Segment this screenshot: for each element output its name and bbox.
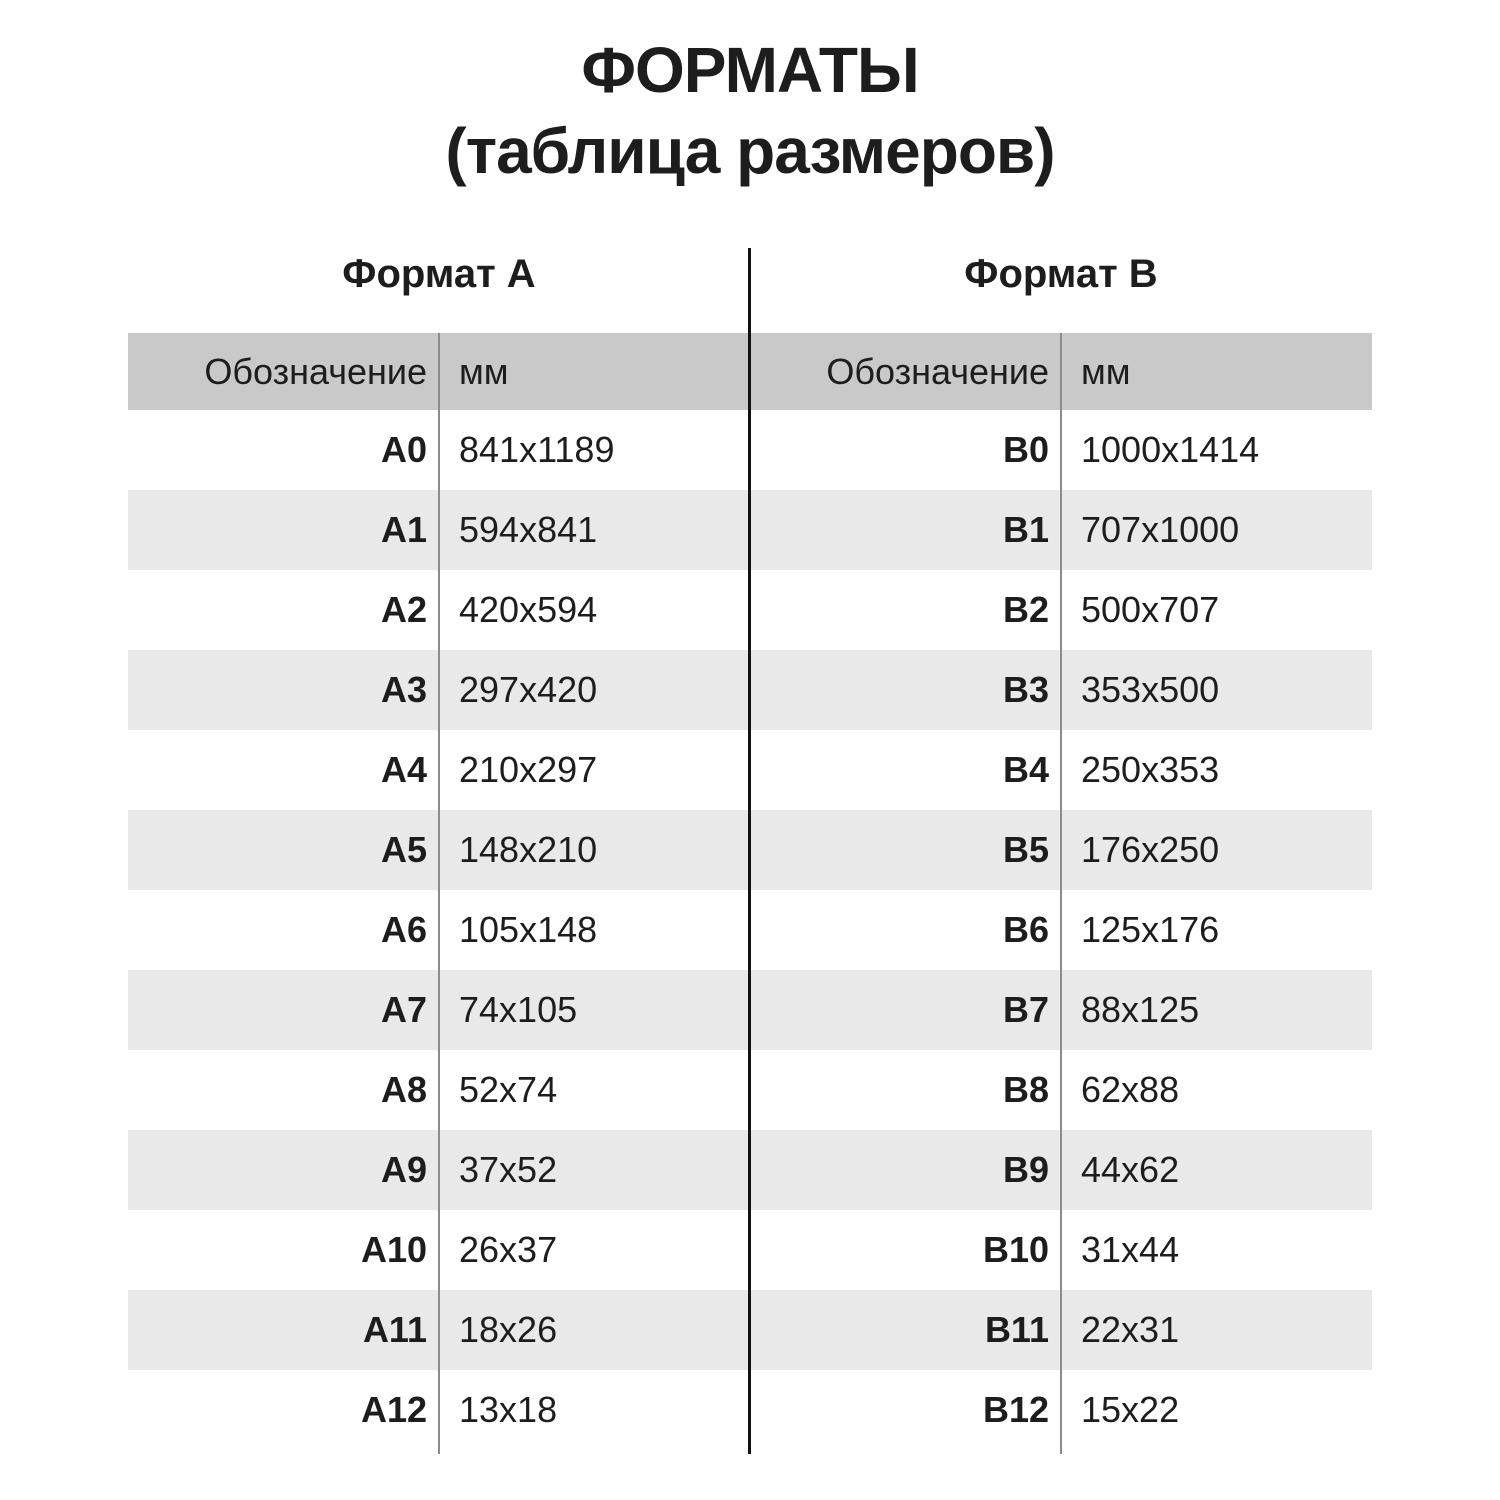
format-a-designation: A4: [380, 749, 427, 790]
format-b-size-mm: 125x176: [1081, 909, 1220, 950]
format-b-designation: B7: [1002, 989, 1049, 1030]
format-a-size-mm: 594x841: [459, 509, 598, 550]
format-b-size-mm: 31x44: [1081, 1229, 1180, 1270]
format-a-designation: A5: [380, 829, 427, 870]
format-b-designation: B0: [1002, 429, 1049, 470]
format-b-column-divider: [1060, 333, 1062, 1454]
format-b-size-mm: 62x88: [1081, 1069, 1180, 1110]
format-a-size-mm: 148x210: [459, 829, 598, 870]
format-b-designation: B8: [1002, 1069, 1049, 1110]
title-line-2: (таблица размеров): [445, 115, 1055, 187]
format-a-size-mm: 105x148: [459, 909, 598, 950]
format-a-designation: A2: [380, 589, 427, 630]
format-b-designation-header: Обозначение: [826, 350, 1049, 392]
format-b-designation: B5: [1002, 829, 1049, 870]
format-b-designation: B11: [984, 1309, 1049, 1350]
format-a-designation: A9: [380, 1149, 427, 1190]
format-b-designation: B4: [1002, 749, 1049, 790]
format-a-size-mm: 74x105: [459, 989, 578, 1030]
format-b-size-mm: 22x31: [1081, 1309, 1180, 1350]
format-b-size-mm: 250x353: [1081, 749, 1220, 790]
format-a-designation: A7: [380, 989, 427, 1030]
format-a-size-mm: 420x594: [459, 589, 598, 630]
format-b-designation: B12: [982, 1389, 1049, 1430]
format-a-size-mm: 210x297: [459, 749, 598, 790]
format-a-column-divider: [438, 333, 440, 1454]
format-a-size-mm: 13x18: [459, 1389, 558, 1430]
title-line-1: ФОРМАТЫ: [581, 34, 919, 106]
format-b-size-mm: 44x62: [1081, 1149, 1180, 1190]
format-b-size-mm: 353x500: [1081, 669, 1220, 710]
format-a-size-mm: 297x420: [459, 669, 598, 710]
format-a-size-mm: 52x74: [459, 1069, 558, 1110]
format-a-designation-header: Обозначение: [204, 350, 427, 392]
format-a-designation: A11: [362, 1309, 427, 1350]
format-a-size-mm: 26x37: [459, 1229, 558, 1270]
format-b-designation: B6: [1002, 909, 1049, 950]
format-b-unit-header: мм: [1081, 350, 1131, 392]
format-b-size-mm: 88x125: [1081, 989, 1200, 1030]
format-a-designation: A0: [380, 429, 427, 470]
format-a-size-mm: 841x1189: [459, 429, 615, 470]
format-a-designation: A3: [380, 669, 427, 710]
format-b-heading: Формат B: [964, 252, 1158, 296]
center-divider-line: [748, 248, 751, 1454]
page-title: [0, 30, 1500, 192]
format-b-designation: B3: [1002, 669, 1049, 710]
format-a-heading: Формат А: [342, 252, 536, 296]
format-b-size-mm: 707x1000: [1081, 509, 1240, 550]
format-b-size-mm: 176x250: [1081, 829, 1220, 870]
format-b-designation: B2: [1002, 589, 1049, 630]
format-b-designation: B1: [1002, 509, 1049, 550]
format-a-size-mm: 18x26: [459, 1309, 558, 1350]
format-b-designation: B9: [1002, 1149, 1049, 1190]
format-b-size-mm: 500x707: [1081, 589, 1220, 630]
format-a-unit-header: мм: [459, 350, 509, 392]
format-a-designation: A6: [380, 909, 427, 950]
format-a-designation: A12: [360, 1389, 427, 1430]
format-b-size-mm: 1000x1414: [1081, 429, 1260, 470]
format-a-designation: A10: [360, 1229, 427, 1270]
format-b-designation: B10: [982, 1229, 1049, 1270]
format-a-designation: A8: [380, 1069, 427, 1110]
format-a-designation: A1: [380, 509, 427, 550]
format-a-size-mm: 37x52: [459, 1149, 558, 1190]
format-b-size-mm: 15x22: [1081, 1389, 1180, 1430]
